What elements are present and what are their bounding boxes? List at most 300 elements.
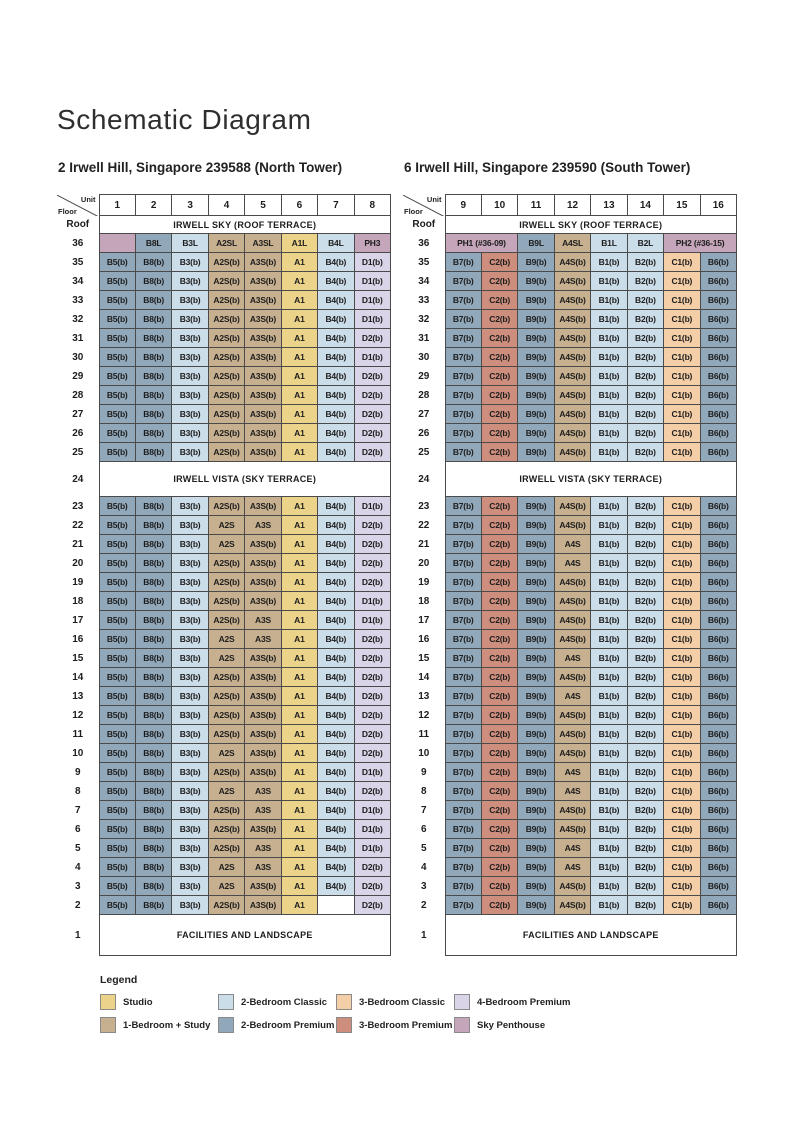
unit-cell: A1: [281, 424, 317, 443]
unit-cell: C1(b): [664, 725, 700, 744]
unit-cell: C2(b): [481, 367, 517, 386]
floor-row-29: [57, 367, 391, 386]
unit-cell: D2(b): [354, 725, 390, 744]
floor-label: 32: [403, 310, 445, 329]
unit-cell: C1(b): [664, 592, 700, 611]
floor-label: 30: [57, 348, 99, 367]
unit-cell: D2(b): [354, 516, 390, 535]
floor-label: 13: [57, 687, 99, 706]
floor-label: 2: [57, 896, 99, 915]
band-cell: IRWELL SKY (ROOF TERRACE): [445, 216, 737, 234]
unit-cell: B9(b): [518, 820, 554, 839]
unit-cell: B1(b): [591, 310, 627, 329]
unit-cell: PH3: [354, 234, 390, 253]
unit-cell: A4S(b): [554, 877, 590, 896]
unit-number-9: 9: [445, 195, 481, 216]
unit-cell: A3S(b): [245, 573, 281, 592]
unit-cell: A4S(b): [554, 310, 590, 329]
unit-cell: B7(b): [445, 272, 481, 291]
unit-cell: B1(b): [591, 839, 627, 858]
unit-cell: B6(b): [700, 272, 736, 291]
unit-cell: B8(b): [135, 554, 171, 573]
unit-cell: C2(b): [481, 687, 517, 706]
unit-cell: A2S(b): [208, 801, 244, 820]
unit-cell: A4S: [554, 763, 590, 782]
unit-cell: B8(b): [135, 443, 171, 462]
unit-cell: C2(b): [481, 782, 517, 801]
unit-cell: A4S(b): [554, 272, 590, 291]
floor-label: 12: [403, 706, 445, 725]
unit-cell: A4S(b): [554, 630, 590, 649]
unit-cell: A4S(b): [554, 744, 590, 763]
unit-cell: B6(b): [700, 348, 736, 367]
unit-cell: B7(b): [445, 348, 481, 367]
floor-row-13: [403, 687, 737, 706]
unit-cell: B9(b): [518, 405, 554, 424]
unit-cell: B2(b): [627, 386, 663, 405]
unit-cell: C2(b): [481, 329, 517, 348]
unit-cell: B3(b): [172, 329, 208, 348]
unit-number-7: 7: [318, 195, 354, 216]
unit-cell: B1(b): [591, 858, 627, 877]
unit-cell: A2S(b): [208, 386, 244, 405]
floor-label: 3: [403, 877, 445, 896]
unit-cell: A2S: [208, 516, 244, 535]
floor-row-21: [403, 535, 737, 554]
unit-cell: B2(b): [627, 744, 663, 763]
unit-cell: A1: [281, 386, 317, 405]
floor-label: 28: [403, 386, 445, 405]
unit-cell: C1(b): [664, 535, 700, 554]
unit-cell: B4(b): [318, 329, 354, 348]
unit-cell: A1: [281, 668, 317, 687]
unit-cell: B5(b): [99, 405, 135, 424]
unit-cell: B6(b): [700, 820, 736, 839]
unit-cell: B3(b): [172, 668, 208, 687]
unit-cell: A3S(b): [245, 592, 281, 611]
unit-cell-empty: [318, 896, 354, 915]
unit-cell: B8(b): [135, 272, 171, 291]
floor-row-13: [57, 687, 391, 706]
unit-cell: D1(b): [354, 310, 390, 329]
floor-row-18: [403, 592, 737, 611]
unit-cell: C2(b): [481, 706, 517, 725]
unit-cell: A3S(b): [245, 877, 281, 896]
unit-cell: B9(b): [518, 782, 554, 801]
unit-cell: A3S(b): [245, 253, 281, 272]
floor-label: 3: [57, 877, 99, 896]
unit-cell: B6(b): [700, 291, 736, 310]
floor-label: 16: [57, 630, 99, 649]
unit-cell: B1(b): [591, 668, 627, 687]
unit-cell: B1(b): [591, 573, 627, 592]
corner-floor-label: Floor: [404, 206, 423, 216]
unit-cell: PH2 (#36-15): [664, 234, 737, 253]
unit-cell: B1(b): [591, 253, 627, 272]
unit-cell: B7(b): [445, 405, 481, 424]
unit-cell: B1(b): [591, 554, 627, 573]
unit-cell: B2(b): [627, 367, 663, 386]
floor-label: 14: [57, 668, 99, 687]
unit-cell: B9(b): [518, 801, 554, 820]
unit-cell: B3(b): [172, 443, 208, 462]
unit-cell: B6(b): [700, 535, 736, 554]
unit-cell: D1(b): [354, 497, 390, 516]
floor-row-33: [403, 291, 737, 310]
unit-cell: B3(b): [172, 516, 208, 535]
unit-cell: C2(b): [481, 649, 517, 668]
unit-cell: C1(b): [664, 367, 700, 386]
unit-cell: B5(b): [99, 725, 135, 744]
unit-cell: B3(b): [172, 573, 208, 592]
unit-cell: B2(b): [627, 348, 663, 367]
floor-row-23: [403, 497, 737, 516]
unit-cell: A4S(b): [554, 497, 590, 516]
unit-number-8: 8: [354, 195, 390, 216]
unit-cell: B7(b): [445, 763, 481, 782]
north-tower-section: [57, 160, 391, 956]
unit-cell: B3(b): [172, 630, 208, 649]
unit-cell: C2(b): [481, 896, 517, 915]
floor-row-23: [57, 497, 391, 516]
unit-cell: A3S(b): [245, 687, 281, 706]
unit-cell: B2(b): [627, 291, 663, 310]
unit-cell: A4S(b): [554, 725, 590, 744]
floor-row-15: [57, 649, 391, 668]
unit-cell: B5(b): [99, 858, 135, 877]
unit-cell: B6(b): [700, 554, 736, 573]
unit-cell: C1(b): [664, 858, 700, 877]
unit-cell: A2S(b): [208, 310, 244, 329]
unit-cell: D2(b): [354, 744, 390, 763]
unit-cell: C2(b): [481, 611, 517, 630]
floor-row-24: [403, 462, 737, 497]
unit-cell: C2(b): [481, 801, 517, 820]
unit-cell: B6(b): [700, 782, 736, 801]
unit-cell: B9(b): [518, 367, 554, 386]
unit-cell: B6(b): [700, 405, 736, 424]
unit-cell: B6(b): [700, 573, 736, 592]
unit-cell: B4(b): [318, 592, 354, 611]
unit-cell: C1(b): [664, 763, 700, 782]
unit-cell: B5(b): [99, 443, 135, 462]
unit-cell: A1: [281, 310, 317, 329]
legend-item-3bc: [336, 994, 454, 1010]
unit-cell: B9(b): [518, 896, 554, 915]
unit-cell: B8(b): [135, 310, 171, 329]
unit-cell: A1: [281, 329, 317, 348]
towers-container: [57, 160, 800, 956]
floor-row-3: [403, 877, 737, 896]
legend-label: Studio: [123, 996, 153, 1008]
unit-cell: B5(b): [99, 516, 135, 535]
unit-cell: A2S(b): [208, 348, 244, 367]
floor-row-10: [403, 744, 737, 763]
floor-label: 4: [57, 858, 99, 877]
unit-cell: B9(b): [518, 858, 554, 877]
unit-cell: B8L: [135, 234, 171, 253]
unit-cell: B9(b): [518, 497, 554, 516]
unit-cell: C2(b): [481, 443, 517, 462]
unit-cell: B7(b): [445, 649, 481, 668]
unit-cell: B9(b): [518, 272, 554, 291]
floor-row-29: [403, 367, 737, 386]
north-tower-table: [57, 194, 391, 956]
unit-cell: B1(b): [591, 877, 627, 896]
legend-label: Sky Penthouse: [477, 1019, 546, 1031]
unit-cell: B4(b): [318, 630, 354, 649]
unit-cell: B5(b): [99, 348, 135, 367]
floor-row-9: [403, 763, 737, 782]
unit-cell: B4(b): [318, 820, 354, 839]
unit-cell: B7(b): [445, 744, 481, 763]
unit-cell: A1: [281, 405, 317, 424]
unit-cell: D1(b): [354, 820, 390, 839]
unit-cell: B7(b): [445, 424, 481, 443]
floor-row-6: [403, 820, 737, 839]
unit-cell: A2S(b): [208, 668, 244, 687]
floor-label: 17: [403, 611, 445, 630]
unit-number-2: 2: [135, 195, 171, 216]
floor-label: 16: [403, 630, 445, 649]
unit-cell: B6(b): [700, 329, 736, 348]
unit-cell: C2(b): [481, 554, 517, 573]
unit-cell: A1: [281, 630, 317, 649]
floor-label: 23: [403, 497, 445, 516]
unit-cell: B1L: [591, 234, 627, 253]
unit-cell: B5(b): [99, 801, 135, 820]
band-cell: IRWELL SKY (ROOF TERRACE): [99, 216, 391, 234]
floor-row-roof: [403, 216, 737, 234]
unit-cell: A1: [281, 801, 317, 820]
unit-cell: B1(b): [591, 820, 627, 839]
unit-cell: B5(b): [99, 744, 135, 763]
unit-cell: C2(b): [481, 763, 517, 782]
floor-label: 26: [403, 424, 445, 443]
unit-cell: A1: [281, 291, 317, 310]
floor-label: 35: [403, 253, 445, 272]
unit-cell: B1(b): [591, 725, 627, 744]
floor-label: 33: [403, 291, 445, 310]
unit-cell: A4S(b): [554, 443, 590, 462]
floor-row-36: [57, 234, 391, 253]
unit-cell: A1: [281, 554, 317, 573]
floor-label: 1: [403, 915, 445, 956]
unit-cell: B2(b): [627, 630, 663, 649]
unit-cell: C1(b): [664, 497, 700, 516]
unit-cell: B4(b): [318, 516, 354, 535]
unit-cell: B9(b): [518, 611, 554, 630]
unit-cell: C2(b): [481, 424, 517, 443]
unit-cell: B1(b): [591, 516, 627, 535]
floor-row-4: [57, 858, 391, 877]
unit-cell: A2S(b): [208, 896, 244, 915]
unit-cell: A3S(b): [245, 329, 281, 348]
unit-cell: B5(b): [99, 782, 135, 801]
legend-swatch-studio: [100, 994, 116, 1010]
unit-cell: B9L: [518, 234, 554, 253]
unit-cell: C1(b): [664, 554, 700, 573]
floor-label: 35: [57, 253, 99, 272]
unit-cell: A1: [281, 839, 317, 858]
unit-cell: A1: [281, 573, 317, 592]
unit-cell: B9(b): [518, 253, 554, 272]
unit-cell: B2L: [627, 234, 663, 253]
floor-label: 19: [403, 573, 445, 592]
floor-row-14: [403, 668, 737, 687]
floor-row-10: [57, 744, 391, 763]
unit-cell: B9(b): [518, 554, 554, 573]
unit-cell: B3(b): [172, 744, 208, 763]
floor-row-32: [403, 310, 737, 329]
unit-cell: B2(b): [627, 310, 663, 329]
unit-cell: B1(b): [591, 497, 627, 516]
floor-label: 25: [57, 443, 99, 462]
unit-cell: B4(b): [318, 839, 354, 858]
unit-cell: B3(b): [172, 782, 208, 801]
unit-cell: B4(b): [318, 782, 354, 801]
unit-cell: D2(b): [354, 554, 390, 573]
unit-cell: A3S(b): [245, 367, 281, 386]
unit-cell: B5(b): [99, 896, 135, 915]
unit-cell: C2(b): [481, 858, 517, 877]
unit-cell: B9(b): [518, 443, 554, 462]
floor-row-34: [57, 272, 391, 291]
band-cell: FACILITIES AND LANDSCAPE: [445, 915, 737, 956]
unit-cell: B3(b): [172, 367, 208, 386]
unit-cell: B8(b): [135, 424, 171, 443]
unit-cell: B4(b): [318, 649, 354, 668]
unit-cell: C2(b): [481, 725, 517, 744]
unit-cell: A2S: [208, 858, 244, 877]
unit-cell: A4S: [554, 839, 590, 858]
unit-cell: A4S: [554, 554, 590, 573]
unit-cell: D2(b): [354, 858, 390, 877]
legend-grid: [100, 994, 800, 1033]
unit-cell: B1(b): [591, 386, 627, 405]
unit-cell: B5(b): [99, 687, 135, 706]
unit-cell: B8(b): [135, 367, 171, 386]
floor-label: 30: [403, 348, 445, 367]
floor-row-20: [403, 554, 737, 573]
unit-cell: A3S(b): [245, 706, 281, 725]
floor-label: 15: [57, 649, 99, 668]
south-tower-heading: 6 Irwell Hill, Singapore 239590 (South Tower): [404, 160, 691, 175]
unit-cell: D2(b): [354, 386, 390, 405]
unit-cell: B7(b): [445, 443, 481, 462]
legend-title: Legend: [100, 974, 138, 986]
floor-label: 9: [57, 763, 99, 782]
unit-cell: B3(b): [172, 877, 208, 896]
unit-cell: D2(b): [354, 329, 390, 348]
floor-row-12: [57, 706, 391, 725]
unit-cell: C1(b): [664, 820, 700, 839]
unit-cell: B3(b): [172, 611, 208, 630]
unit-cell: B1(b): [591, 611, 627, 630]
unit-number-6: 6: [281, 195, 317, 216]
unit-cell: B3(b): [172, 820, 208, 839]
unit-cell: B8(b): [135, 630, 171, 649]
unit-cell: B1(b): [591, 291, 627, 310]
unit-cell: B2(b): [627, 839, 663, 858]
floor-row-28: [403, 386, 737, 405]
legend-swatch-3bc: [336, 994, 352, 1010]
unit-cell: B9(b): [518, 687, 554, 706]
floor-label: 14: [403, 668, 445, 687]
unit-cell: B7(b): [445, 782, 481, 801]
unit-cell: B9(b): [518, 535, 554, 554]
unit-cell: B7(b): [445, 858, 481, 877]
unit-number-4: 4: [208, 195, 244, 216]
floor-row-19: [57, 573, 391, 592]
unit-cell: D2(b): [354, 687, 390, 706]
unit-cell: C1(b): [664, 611, 700, 630]
unit-cell: B1(b): [591, 706, 627, 725]
unit-cell: A3S(b): [245, 744, 281, 763]
unit-cell: B7(b): [445, 820, 481, 839]
unit-header-row: [403, 195, 737, 216]
unit-cell: B1(b): [591, 782, 627, 801]
unit-cell: A3S(b): [245, 554, 281, 573]
floor-label: 36: [403, 234, 445, 253]
floor-row-20: [57, 554, 391, 573]
unit-cell: B3(b): [172, 405, 208, 424]
unit-cell: B3(b): [172, 725, 208, 744]
unit-cell: A4S(b): [554, 405, 590, 424]
unit-number-10: 10: [481, 195, 517, 216]
unit-cell: B7(b): [445, 687, 481, 706]
floor-label: 28: [57, 386, 99, 405]
unit-cell: A4S(b): [554, 706, 590, 725]
floor-label: Roof: [57, 216, 99, 234]
unit-number-1: 1: [99, 195, 135, 216]
unit-cell: B8(b): [135, 573, 171, 592]
unit-cell: D2(b): [354, 706, 390, 725]
unit-cell: B2(b): [627, 535, 663, 554]
unit-cell: B2(b): [627, 801, 663, 820]
unit-cell: C1(b): [664, 668, 700, 687]
unit-cell: B7(b): [445, 310, 481, 329]
unit-cell: C2(b): [481, 839, 517, 858]
unit-cell: B6(b): [700, 896, 736, 915]
unit-cell: B1(b): [591, 649, 627, 668]
unit-cell: B9(b): [518, 744, 554, 763]
unit-cell: A2S: [208, 877, 244, 896]
unit-cell: B1(b): [591, 329, 627, 348]
unit-cell: B4(b): [318, 367, 354, 386]
unit-cell: B1(b): [591, 443, 627, 462]
unit-cell: D2(b): [354, 535, 390, 554]
band-cell: IRWELL VISTA (SKY TERRACE): [445, 462, 737, 497]
unit-cell: B4(b): [318, 386, 354, 405]
legend-swatch-2bc: [218, 994, 234, 1010]
unit-cell: B4(b): [318, 744, 354, 763]
floor-row-11: [403, 725, 737, 744]
unit-floor-corner: [403, 195, 445, 216]
floor-row-26: [57, 424, 391, 443]
unit-cell: B5(b): [99, 668, 135, 687]
floor-label: 17: [57, 611, 99, 630]
legend-item-3bp: [336, 1017, 454, 1033]
unit-cell: B7(b): [445, 329, 481, 348]
unit-cell: B4(b): [318, 497, 354, 516]
unit-cell: A1: [281, 253, 317, 272]
unit-cell: B7(b): [445, 839, 481, 858]
unit-cell: A3S: [245, 839, 281, 858]
unit-cell: C2(b): [481, 291, 517, 310]
unit-cell: B8(b): [135, 611, 171, 630]
unit-cell: A4S(b): [554, 253, 590, 272]
